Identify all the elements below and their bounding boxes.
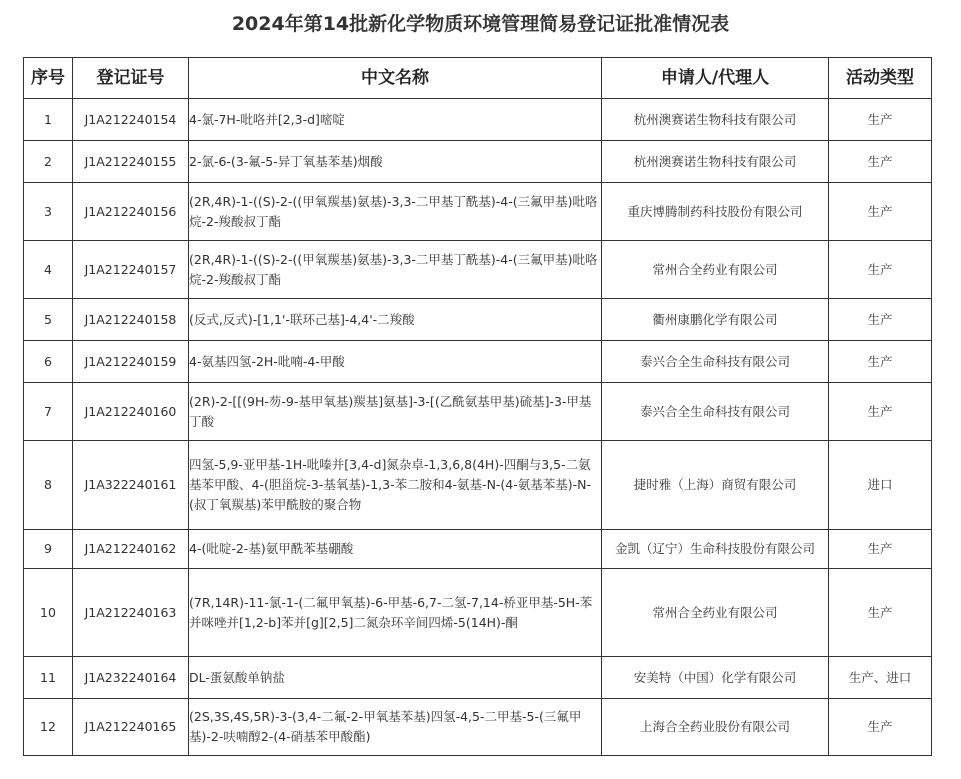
cell-name: 2-氯-6-(3-氟-5-异丁氧基苯基)烟酸: [189, 141, 602, 183]
table-row: [24, 530, 932, 569]
cell-name: 4-(吡啶-2-基)氨甲酰苯基硼酸: [189, 530, 602, 569]
table-row: [24, 657, 932, 699]
cell-activity: 生产: [829, 383, 932, 441]
cell-name: (2R)-2-[[(9H-芴-9-基甲氧基)羰基]氨基]-3-[(乙酰氨基甲基)硫基]-3-甲基丁酸: [189, 383, 602, 441]
table-row: [24, 569, 932, 657]
table-row: [24, 383, 932, 441]
header-no: 序号: [24, 58, 73, 99]
cell-applicant: 杭州澳赛诺生物科技有限公司: [602, 99, 829, 141]
header-activity: 活动类型: [829, 58, 932, 99]
cell-name: DL-蛋氨酸单钠盐: [189, 657, 602, 699]
header-cert: 登记证号: [73, 58, 189, 99]
table-row: [24, 99, 932, 141]
cell-no: 1: [24, 99, 73, 141]
cell-applicant: 重庆博腾制药科技股份有限公司: [602, 183, 829, 241]
cell-no: 2: [24, 141, 73, 183]
cell-cert: J1A212240158: [73, 299, 189, 341]
cell-name: (7R,14R)-11-氯-1-(二氟甲氧基)-6-甲基-6,7-二氢-7,14-桥亚甲基-5H-苯并咪唑并[1,2-b]苯并[g][2,5]二氮杂环辛间四烯-5(14H)-酮: [189, 569, 602, 657]
table-header-row: [24, 58, 932, 99]
cell-activity: 生产: [829, 699, 932, 756]
cell-applicant: 安美特（中国）化学有限公司: [602, 657, 829, 699]
cell-applicant: 衢州康鹏化学有限公司: [602, 299, 829, 341]
cell-no: 3: [24, 183, 73, 241]
cell-no: 6: [24, 341, 73, 383]
cell-no: 5: [24, 299, 73, 341]
table-row: [24, 241, 932, 299]
cell-cert: J1A212240155: [73, 141, 189, 183]
cell-cert: J1A212240165: [73, 699, 189, 756]
cell-cert: J1A212240159: [73, 341, 189, 383]
cell-applicant: 捷时雅（上海）商贸有限公司: [602, 441, 829, 530]
cell-cert: J1A212240162: [73, 530, 189, 569]
cell-cert: J1A212240156: [73, 183, 189, 241]
cell-applicant: 泰兴合全生命科技有限公司: [602, 341, 829, 383]
header-applicant: 申请人/代理人: [602, 58, 829, 99]
cell-activity: 生产: [829, 99, 932, 141]
cell-applicant: 常州合全药业有限公司: [602, 569, 829, 657]
table-row: [24, 183, 932, 241]
cell-cert: J1A212240160: [73, 383, 189, 441]
cell-name: 4-氨基四氢-2H-吡喃-4-甲酸: [189, 341, 602, 383]
cell-cert: J1A232240164: [73, 657, 189, 699]
cell-activity: 生产: [829, 183, 932, 241]
cell-activity: 生产: [829, 241, 932, 299]
cell-activity: 进口: [829, 441, 932, 530]
cell-no: 10: [24, 569, 73, 657]
cell-applicant: 上海合全药业股份有限公司: [602, 699, 829, 756]
cell-name: (2R,4R)-1-((S)-2-((甲氧羰基)氨基)-3,3-二甲基丁酰基)-4-(三氟甲基)吡咯烷-2-羧酸叔丁酯: [189, 241, 602, 299]
cell-no: 9: [24, 530, 73, 569]
cell-cert: J1A212240154: [73, 99, 189, 141]
cell-no: 11: [24, 657, 73, 699]
cell-no: 12: [24, 699, 73, 756]
cell-cert: J1A212240163: [73, 569, 189, 657]
table-row: [24, 441, 932, 530]
table-row: [24, 699, 932, 756]
cell-applicant: 泰兴合全生命科技有限公司: [602, 383, 829, 441]
cell-no: 8: [24, 441, 73, 530]
cell-cert: J1A322240161: [73, 441, 189, 530]
page-title: 2024年第14批新化学物质环境管理简易登记证批准情况表: [231, 13, 730, 35]
cell-activity: 生产: [829, 299, 932, 341]
cell-applicant: 杭州澳赛诺生物科技有限公司: [602, 141, 829, 183]
cell-no: 4: [24, 241, 73, 299]
header-name: 中文名称: [189, 58, 602, 99]
cell-cert: J1A212240157: [73, 241, 189, 299]
cell-name: 四氢-5,9-亚甲基-1H-吡嗪并[3,4-d]氮杂卓-1,3,6,8(4H)-四酮与3,5-二氨基苯甲酸、4-(胆甾烷-3-基氧基)-1,3-苯二胺和4-氨基-N-(4-氨基苯基)-N-(叔丁氧羰基)苯甲酰胺的聚合物: [189, 441, 602, 530]
table-row: [24, 299, 932, 341]
cell-name: (反式,反式)-[1,1'-联环己基]-4,4'-二羧酸: [189, 299, 602, 341]
cell-activity: 生产、进口: [829, 657, 932, 699]
table-row: [24, 141, 932, 183]
cell-applicant: 金凯（辽宁）生命科技股份有限公司: [602, 530, 829, 569]
cell-activity: 生产: [829, 569, 932, 657]
cell-name: (2S,3S,4S,5R)-3-(3,4-二氟-2-甲氧基苯基)四氢-4,5-二甲基-5-(三氟甲基)-2-呋喃醇2-(4-硝基苯甲酸酯): [189, 699, 602, 756]
cell-name: 4-氯-7H-吡咯并[2,3-d]嘧啶: [189, 99, 602, 141]
cell-applicant: 常州合全药业有限公司: [602, 241, 829, 299]
cell-activity: 生产: [829, 530, 932, 569]
table-row: [24, 341, 932, 383]
registration-table: [23, 57, 932, 756]
cell-activity: 生产: [829, 141, 932, 183]
cell-no: 7: [24, 383, 73, 441]
cell-name: (2R,4R)-1-((S)-2-((甲氧羰基)氨基)-3,3-二甲基丁酰基)-4-(三氟甲基)吡咯烷-2-羧酸叔丁酯: [189, 183, 602, 241]
cell-activity: 生产: [829, 341, 932, 383]
